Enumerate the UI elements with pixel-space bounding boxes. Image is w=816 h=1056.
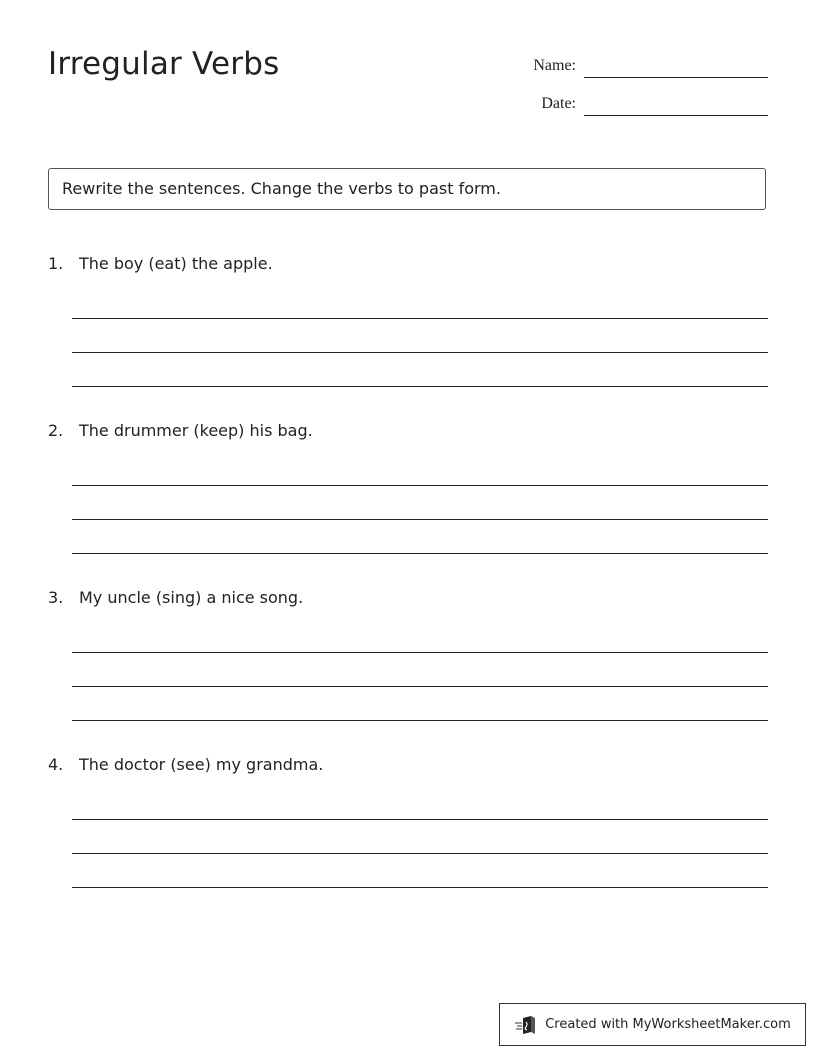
question-4 [48,754,768,888]
question-number: 1. [48,254,64,273]
question-text-row [48,754,768,776]
answer-line [72,776,768,820]
footer-text: Created with MyWorksheetMaker.com [545,1017,791,1032]
question-text-row [48,253,768,275]
answer-line [72,275,768,319]
question-3 [48,587,768,721]
footer-badge[interactable] [499,1003,806,1046]
question-sentence: The doctor (see) my grandma. [79,755,324,774]
question-1 [48,253,768,387]
answer-line [72,854,768,888]
answer-line [72,820,768,854]
question-number: 4. [48,755,64,774]
answer-line [72,442,768,486]
name-label: Name: [533,57,576,74]
question-number: 2. [48,421,64,440]
question-sentence: The drummer (keep) his bag. [79,421,313,440]
instructions-box: Rewrite the sentences. Change the verbs to past form. [48,168,766,210]
answer-line [72,687,768,721]
question-text-row [48,587,768,609]
answer-line [72,609,768,653]
date-label: Date: [541,95,576,112]
question-2 [48,420,768,554]
question-number: 3. [48,588,64,607]
answer-line [72,486,768,520]
date-field [508,86,768,116]
answer-line [72,520,768,554]
name-blank-line [584,47,768,78]
answer-line [72,319,768,353]
answer-line [72,653,768,687]
name-field [508,48,768,78]
date-blank-line [584,85,768,116]
book-logo-icon [514,1015,538,1035]
question-sentence: My uncle (sing) a nice song. [79,588,304,607]
question-sentence: The boy (eat) the apple. [79,254,273,273]
page-title: Irregular Verbs [48,46,280,82]
question-text-row [48,420,768,442]
answer-line [72,353,768,387]
